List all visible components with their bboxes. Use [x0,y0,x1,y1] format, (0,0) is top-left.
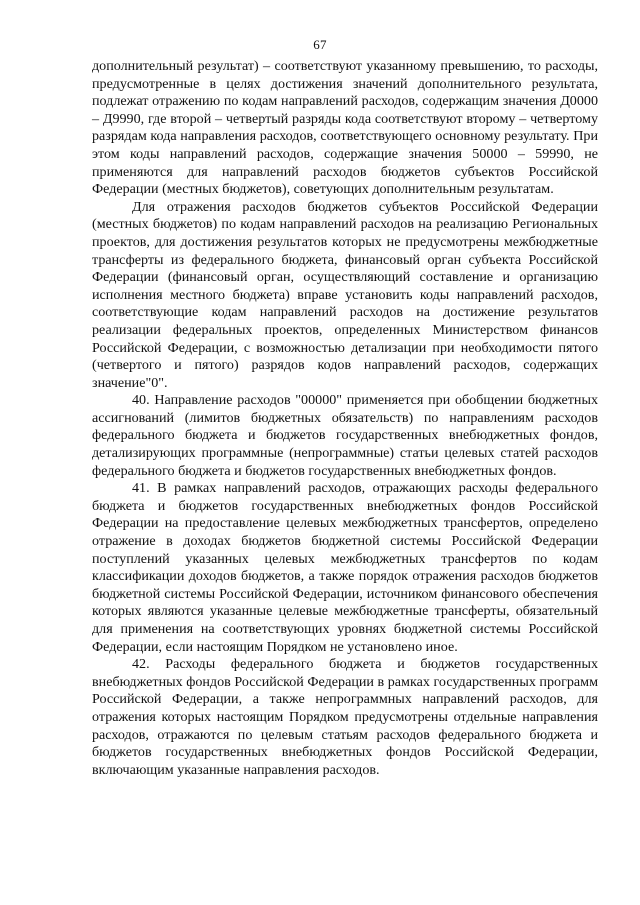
paragraph-40: 40. Направление расходов "00000" применяется при обобщении бюджетных ассигнований (лимитов бюджетных обязательств) по направлениям расходов федерального бюджета и бюджетов государственных внебюджетных фондов, детализирующих программные (непрограммные) статьи целевых статей расходов федерального бюджета и бюджетов государственных внебюджетных фондов. [92,392,598,479]
page-number: 67 [313,37,327,52]
paragraph-42: 42. Расходы федерального бюджета и бюджетов государственных внебюджетных фондов Российской Федерации в рамках государственных программ Российской Федерации, а также непрограммных направлений расходов, для отражения которых настоящим Порядком предусмотрены отдельные направления расходов, отражаются по целевым статьям расходов федерального бюджета и бюджетов государственных внебюджетных фондов Российской Федерации, включающим указанные направления расходов. [92,656,598,778]
document-body [92,58,598,779]
paragraph-regional-projects: Для отражения расходов бюджетов субъектов Российской Федерации (местных бюджетов) по кодам направлений расходов на реализацию Региональных проектов, для достижения результатов которых не предусмотрены межбюджетные трансферты из федерального бюджета, финансовый орган субъекта Российской Федерации (финансовый орган, осуществляющий составление и организацию исполнения местного бюджета) вправе установить коды направлений расходов, соответствующие кодам направлений расходов на достижение результатов реализации федеральных проектов, определенных Министерством финансов Российской Федерации, с возможностью детализации при необходимости пятого (четвертого и пятого) разрядов кодов направлений расходов, содержащих значение"0". [92,198,598,391]
paragraph-continuation: дополнительный результат) – соответствуют указанному превышению, то расходы, предусмотренные в целях достижения значений дополнительного результата, подлежат отражению по кодам направлений расходов, содержащим значения Д0000 – Д9990, где второй – четвертый разряды кода соответствуют второму – четвертому разрядам кода направления расходов, соответствующего основному результату. При этом коды направлений расходов, содержащие значения 50000 – 59990, не применяются для направлений расходов бюджетов субъектов Российской Федерации (местных бюджетов), советующих дополнительным результатам. [92,58,598,198]
paragraph-41: 41. В рамках направлений расходов, отражающих расходы федерального бюджета и бюджетов государственных внебюджетных фондов Российской Федерации на предоставление целевых межбюджетных трансфертов, определено отражение в доходах бюджетов бюджетной системы Российской Федерации поступлений указанных целевых межбюджетных трансфертов по кодам классификации доходов бюджетов, а также порядок отражения расходов бюджетов бюджетной системы Российской Федерации, источником финансового обеспечения которых являются указанные целевые межбюджетные трансферты, обязательный для применения на соответствующих уровнях бюджетной системы Российской Федерации, если настоящим Порядком не установлено иное. [92,480,598,655]
